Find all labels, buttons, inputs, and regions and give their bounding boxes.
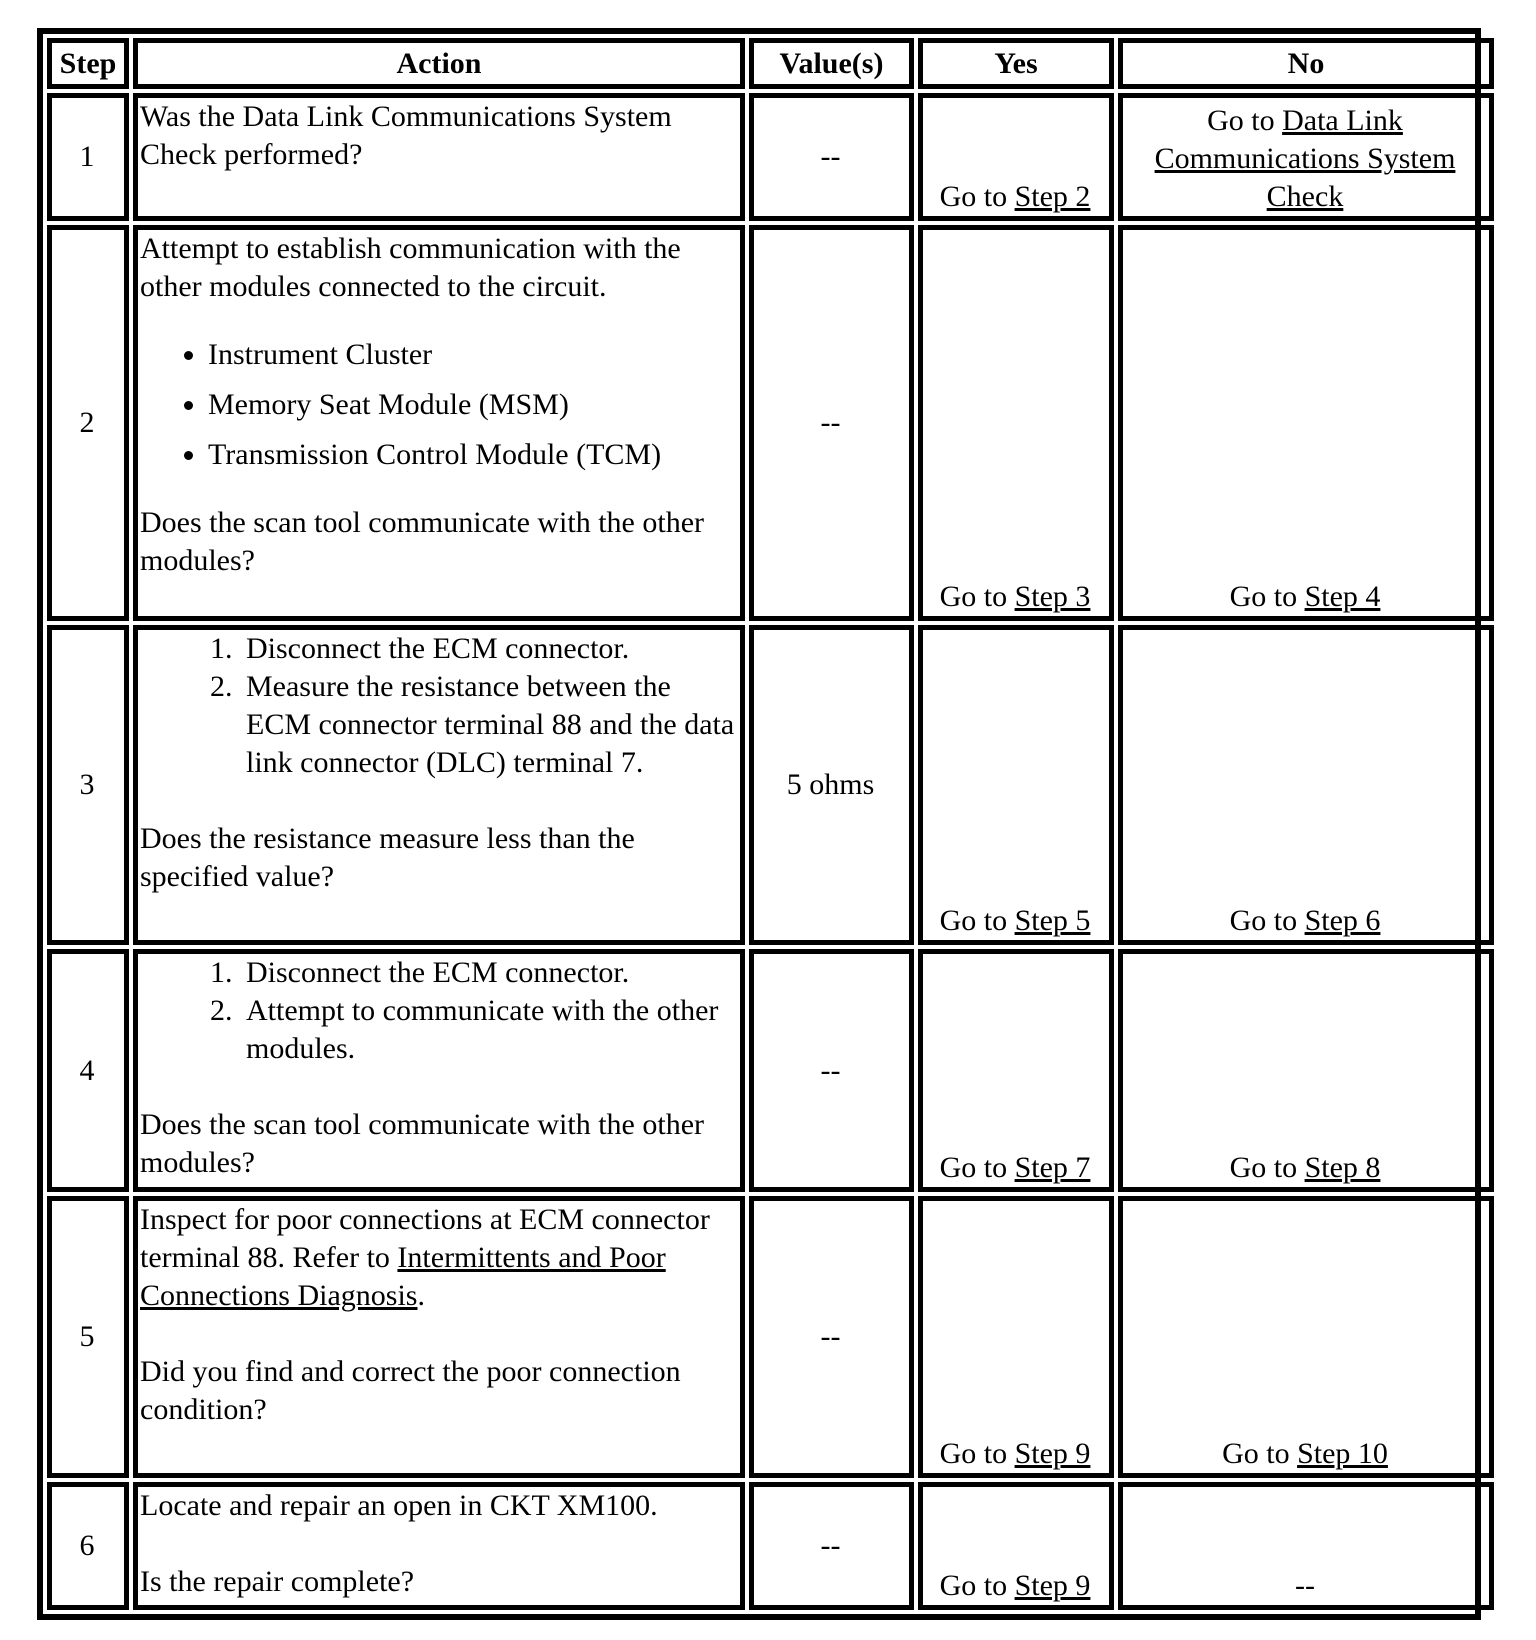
list-item: 1. Disconnect the ECM connector.	[240, 954, 736, 992]
no-link[interactable]: Step 4	[1304, 580, 1381, 613]
yes-cell	[918, 625, 1114, 945]
table-row	[47, 1196, 1494, 1478]
header-values: Value(s)	[749, 38, 914, 89]
action-text: Was the Data Link Communications System Check performed?	[140, 100, 672, 171]
no-link[interactable]: Data Link Communications System Check	[1154, 104, 1456, 213]
yes-link[interactable]: Step 3	[1014, 580, 1091, 613]
header-step: Step	[47, 38, 129, 89]
no-prefix: Go to	[1207, 104, 1283, 137]
yes-cell	[918, 93, 1114, 221]
no-link[interactable]: Step 8	[1304, 1151, 1381, 1184]
yes-link[interactable]: Step 9	[1014, 1569, 1091, 1602]
list-item: 2. Attempt to communicate with the other modules.	[240, 992, 736, 1068]
list-item: • Instrument Cluster	[208, 336, 736, 374]
diagnostic-table-frame	[37, 28, 1481, 1620]
value-cell: --	[749, 225, 914, 621]
action-question: Does the scan tool communicate with the other modules?	[140, 1108, 705, 1179]
list-item: • Memory Seat Module (MSM)	[208, 386, 736, 424]
no-link[interactable]: Step 10	[1297, 1437, 1388, 1470]
yes-link[interactable]: Step 2	[1014, 180, 1091, 213]
no-cell	[1118, 625, 1494, 945]
step-number: 5	[47, 1196, 129, 1478]
yes-prefix: Go to	[939, 180, 1015, 213]
step-number: 4	[47, 949, 129, 1192]
action-question: Does the resistance measure less than the specified value?	[140, 822, 635, 893]
yes-prefix: Go to	[939, 580, 1015, 613]
no-link[interactable]: Step 6	[1304, 904, 1381, 937]
step-number: 3	[47, 625, 129, 945]
table-row	[47, 1482, 1494, 1610]
no-prefix: Go to	[1229, 580, 1305, 613]
action-intro: Attempt to establish communication with the other modules connected to the circuit.	[140, 232, 681, 303]
action-cell	[133, 625, 745, 945]
value-cell: 5 ohms	[749, 625, 914, 945]
yes-prefix: Go to	[939, 1437, 1015, 1470]
no-cell	[1118, 1196, 1494, 1478]
no-cell	[1118, 949, 1494, 1192]
diagnostic-table	[43, 34, 1498, 1614]
action-intro	[140, 1201, 736, 1315]
procedure-list	[140, 630, 736, 782]
yes-cell	[918, 225, 1114, 621]
step-number: 1	[47, 93, 129, 221]
header-row	[47, 38, 1494, 89]
no-prefix: Go to	[1222, 1437, 1298, 1470]
value-cell: --	[749, 93, 914, 221]
no-prefix: Go to	[1229, 904, 1305, 937]
header-yes: Yes	[918, 38, 1114, 89]
table-row	[47, 625, 1494, 945]
table-row	[47, 225, 1494, 621]
value-cell: --	[749, 1196, 914, 1478]
procedure-list	[140, 954, 736, 1068]
action-cell	[133, 1482, 745, 1610]
yes-link[interactable]: Step 7	[1014, 1151, 1091, 1184]
step-number: 2	[47, 225, 129, 621]
yes-cell	[918, 949, 1114, 1192]
action-intro: Locate and repair an open in CKT XM100.	[140, 1489, 658, 1522]
no-prefix: Go to	[1229, 1151, 1305, 1184]
table-row	[47, 949, 1494, 1192]
module-list	[140, 336, 736, 474]
table-row	[47, 93, 1494, 221]
no-cell	[1118, 93, 1494, 221]
list-item: • Transmission Control Module (TCM)	[208, 436, 736, 474]
action-suffix: .	[417, 1279, 425, 1312]
header-action: Action	[133, 38, 745, 89]
yes-cell	[918, 1196, 1114, 1478]
yes-prefix: Go to	[939, 904, 1015, 937]
yes-link[interactable]: Step 5	[1014, 904, 1091, 937]
value-cell: --	[749, 1482, 914, 1610]
action-question: Does the scan tool communicate with the other modules?	[140, 506, 705, 577]
header-no: No	[1118, 38, 1494, 89]
intermittents-link[interactable]: Intermittents and Poor Connections Diagnosis	[140, 1241, 666, 1312]
action-question: Is the repair complete?	[140, 1565, 415, 1598]
action-cell	[133, 225, 745, 621]
action-cell	[133, 93, 745, 221]
list-item: 2. Measure the resistance between the ECM connector terminal 88 and the data link connector (DLC) terminal 7.	[240, 668, 736, 782]
yes-cell	[918, 1482, 1114, 1610]
action-intro-text: Inspect for poor connections at ECM connector terminal 88. Refer to	[140, 1203, 710, 1274]
no-cell	[1118, 225, 1494, 621]
action-cell	[133, 949, 745, 1192]
step-number: 6	[47, 1482, 129, 1610]
no-cell: --	[1118, 1482, 1494, 1610]
list-item: 1. Disconnect the ECM connector.	[240, 630, 736, 668]
yes-prefix: Go to	[939, 1151, 1015, 1184]
yes-link[interactable]: Step 9	[1014, 1437, 1091, 1470]
action-cell	[133, 1196, 745, 1478]
action-question: Did you find and correct the poor connection condition?	[140, 1355, 681, 1426]
yes-prefix: Go to	[939, 1569, 1015, 1602]
value-cell: --	[749, 949, 914, 1192]
